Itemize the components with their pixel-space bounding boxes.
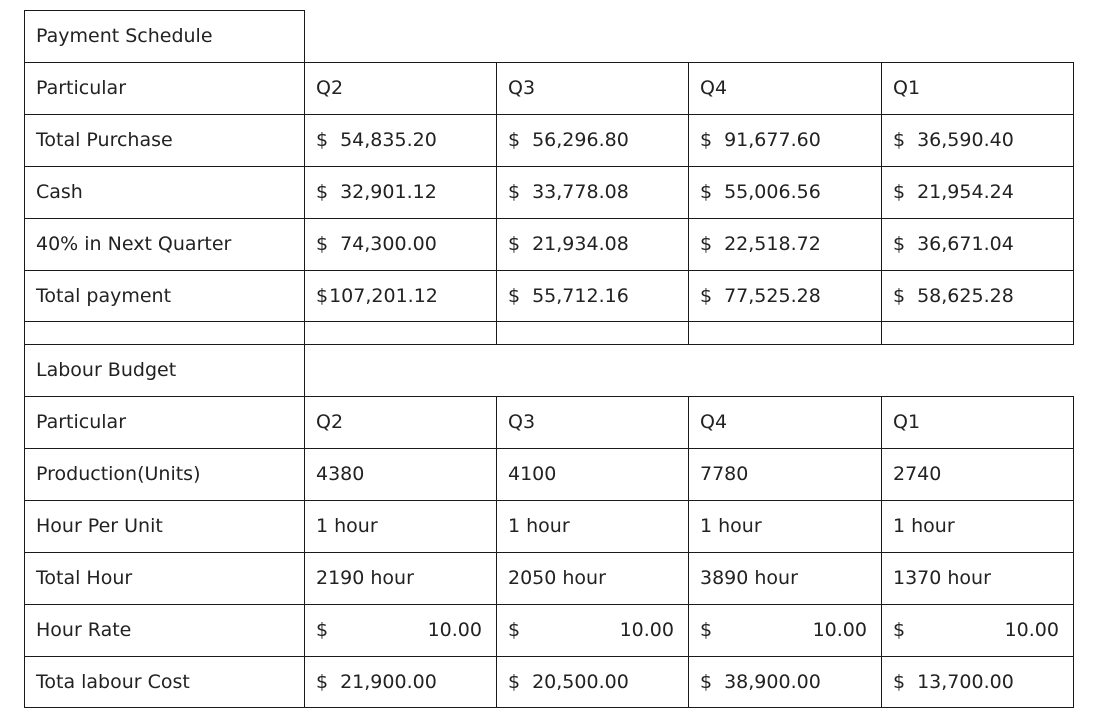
amount: 10.00 [619,619,674,641]
amount: 21,954.24 [917,181,1014,203]
currency-symbol: $ [700,129,713,151]
currency-symbol: $ [700,233,713,255]
payment-header-particular: Particular [24,62,305,115]
currency-symbol: $ [508,670,521,693]
currency-symbol: $ [700,284,713,307]
payment-cell-q1 [881,166,1074,219]
labour-cell-q3: 4100 [496,448,689,501]
amount: 55,006.56 [724,181,821,203]
labour-cell-q1 [881,656,1074,708]
currency-symbol: $ [316,129,329,151]
currency-symbol: $ [893,233,906,255]
labour-header-particular: Particular [24,396,305,449]
labour-cell-q3: 2050 hour [496,552,689,605]
payment-cell-q2 [304,114,497,167]
amount: 20,500.00 [532,670,629,693]
amount: 33,778.08 [532,181,629,203]
amount: 38,900.00 [724,670,821,693]
currency-symbol: $ [700,619,713,641]
currency-symbol: $ [700,670,713,693]
payment-cell-q1 [881,218,1074,271]
payment-cell-q1 [881,114,1074,167]
labour-header-q4: Q4 [688,396,882,449]
empty-cell [304,321,497,345]
labour-cell-q4: 3890 hour [688,552,882,605]
labour-cell-q2: 2190 hour [304,552,497,605]
payment-cell-q3 [496,166,689,219]
labour-cell-q4 [688,656,882,708]
amount: 56,296.80 [532,129,629,151]
payment-header-q2: Q2 [304,62,497,115]
amount: 21,934.08 [532,233,629,255]
payment-cell-q1 [881,270,1074,322]
amount: 77,525.28 [724,284,821,307]
empty-cell [24,321,305,345]
amount: 10.00 [427,619,482,641]
currency-symbol: $ [893,284,906,307]
amount: 36,671.04 [917,233,1014,255]
currency-symbol: $ [893,181,906,203]
currency-symbol: $ [508,284,521,307]
labour-cell-q3 [496,604,689,657]
labour-row-label: Tota labour Cost [24,656,305,708]
labour-row-label: Hour Per Unit [24,500,305,553]
currency-symbol: $ [700,181,713,203]
labour-row-label: Production(Units) [24,448,305,501]
labour-cell-q2 [304,656,497,708]
empty-cell [688,321,882,345]
labour-cell-q2 [304,604,497,657]
labour-cell-q3: 1 hour [496,500,689,553]
empty-cell [881,321,1074,345]
payment-cell-q4 [688,218,882,271]
payment-cell-q2 [304,166,497,219]
amount: 21,900.00 [340,670,437,693]
labour-cell-q2: 4380 [304,448,497,501]
payment-cell-q4 [688,166,882,219]
amount: 10.00 [812,619,867,641]
labour-row-label: Hour Rate [24,604,305,657]
amount: 91,677.60 [724,129,821,151]
amount: 55,712.16 [532,284,629,307]
labour-cell-q1: 1 hour [881,500,1074,553]
currency-symbol: $ [508,233,521,255]
payment-row-label: 40% in Next Quarter [24,218,305,271]
currency-symbol: $ [893,670,906,693]
amount: 107,201.12 [329,284,438,307]
amount: 13,700.00 [917,670,1014,693]
currency-symbol: $ [893,129,906,151]
payment-row-label: Total Purchase [24,114,305,167]
payment-cell-q3 [496,270,689,322]
labour-cell-q4: 1 hour [688,500,882,553]
labour-header-q2: Q2 [304,396,497,449]
labour-cell-q3 [496,656,689,708]
labour-header-q1: Q1 [881,396,1074,449]
payment-cell-q4 [688,114,882,167]
amount: 22,518.72 [724,233,821,255]
labour-cell-q1: 2740 [881,448,1074,501]
payment-header-q3: Q3 [496,62,689,115]
empty-cell [496,321,689,345]
currency-symbol: $ [316,284,329,307]
payment-cell-q2 [304,218,497,271]
payment-cell-q4 [688,270,882,322]
currency-symbol: $ [508,181,521,203]
amount: 10.00 [1004,619,1059,641]
currency-symbol: $ [316,233,329,255]
payment-cell-q2 [304,270,497,322]
labour-cell-q4 [688,604,882,657]
labour-cell-q1 [881,604,1074,657]
currency-symbol: $ [316,670,329,693]
amount: 58,625.28 [917,284,1014,307]
currency-symbol: $ [508,619,521,641]
payment-header-q4: Q4 [688,62,882,115]
payment-cell-q3 [496,114,689,167]
payment-header-q1: Q1 [881,62,1074,115]
labour-cell-q1: 1370 hour [881,552,1074,605]
currency-symbol: $ [893,619,906,641]
labour-budget-title: Labour Budget [24,344,305,397]
amount: 54,835.20 [340,129,437,151]
payment-cell-q3 [496,218,689,271]
labour-row-label: Total Hour [24,552,305,605]
payment-row-label: Total payment [24,270,305,322]
labour-cell-q2: 1 hour [304,500,497,553]
amount: 36,590.40 [917,129,1014,151]
labour-header-q3: Q3 [496,396,689,449]
currency-symbol: $ [508,129,521,151]
currency-symbol: $ [316,181,329,203]
amount: 74,300.00 [340,233,437,255]
payment-row-label: Cash [24,166,305,219]
labour-cell-q4: 7780 [688,448,882,501]
payment-schedule-title: Payment Schedule [24,10,305,63]
currency-symbol: $ [316,619,329,641]
amount: 32,901.12 [340,181,437,203]
